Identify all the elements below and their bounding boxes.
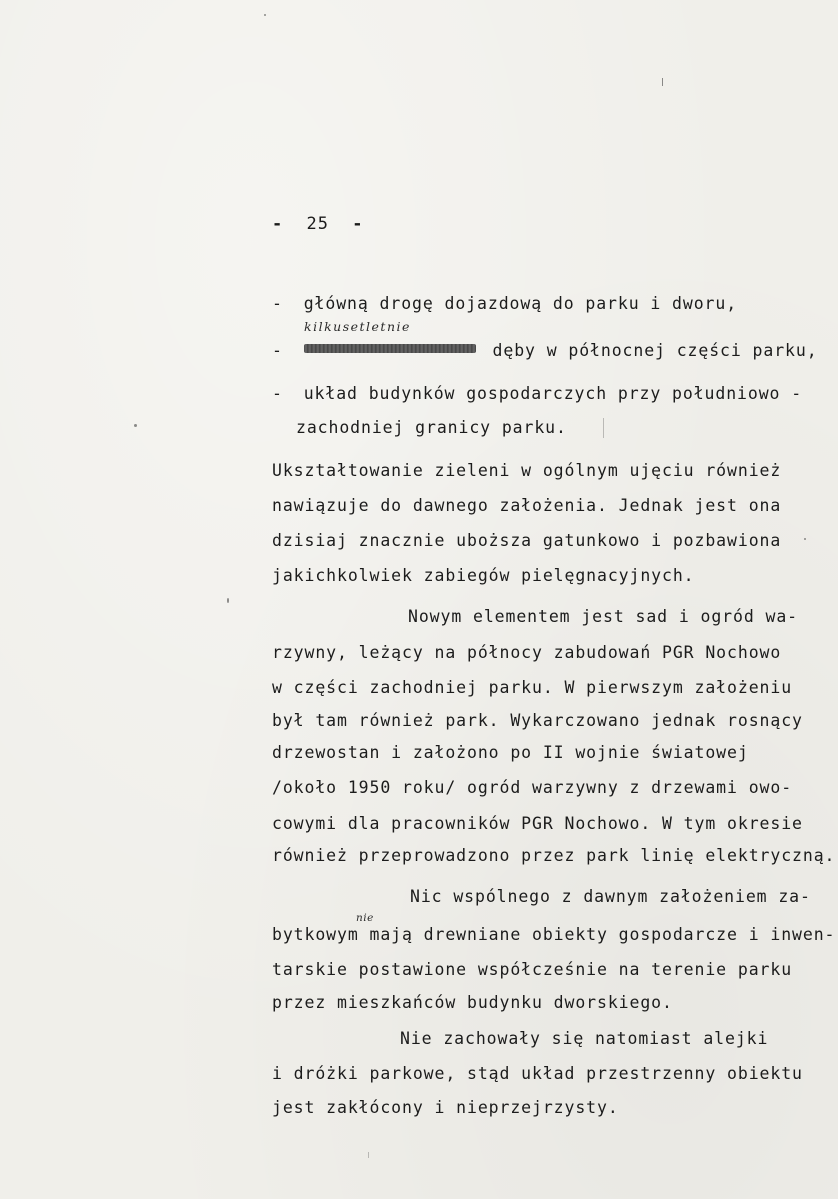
text-line: jakichkolwiek zabiegów pielęgnacyjnych. [272,566,695,585]
paper-speck [264,14,266,16]
handwritten-annotation: kilkusetletnie [304,319,411,334]
text-line: cowymi dla pracowników PGR Nochowo. W tym okresie [272,814,803,833]
text-line: był tam również park. Wykarczowano jednak rosnący [272,711,803,730]
bullet-text: zachodniej granicy parku. [296,418,567,437]
paper-scratch [603,418,604,438]
redacted-word [304,344,476,353]
bullet-marker: - [272,341,283,360]
text-line: rzywny, leżący na północy zabudowań PGR Nochowo [272,643,782,662]
page-number-left-dash: - [272,214,284,234]
bullet-item [296,418,567,438]
bullet-marker: - [272,384,283,403]
text-line: /około 1950 roku/ ogród warzywny z drzewami owo- [272,778,793,797]
text-line: również przeprowadzono przez park linię elektryczną. [272,846,836,865]
text-line: Ukształtowanie zieleni w ogólnym ujęciu również [272,461,782,480]
handwritten-annotation: nie [356,912,374,924]
paper-scratch [368,1152,369,1158]
bullet-text: układ budynków gospodarczych przy południowo - [303,384,803,403]
text-line: dzisiaj znacznie uboższa gatunkowo i pozbawiona [272,531,782,550]
text-line: w części zachodniej parku. W pierwszym założeniu [272,678,793,697]
text-line: jest zakłócony i nieprzejrzysty. [272,1098,619,1117]
page-number [272,214,363,234]
text-line: Nie zachowały się natomiast alejki [400,1029,769,1048]
bullet-item [272,294,737,314]
paper-speck [134,424,137,427]
text-line: nawiązuje do dawnego założenia. Jednak jest ona [272,496,782,515]
text-line: Nowym elementem jest sad i ogród wa- [408,607,799,626]
text-line: i dróżki parkowe, stąd układ przestrzenny obiektu [272,1064,803,1083]
paper-speck [662,78,663,86]
text-line: przez mieszkańców budynku dworskiego. [272,993,673,1012]
text-line: drzewostan i założono po II wojnie światowej [272,743,749,762]
bullet-text: główną drogę dojazdową do parku i dworu, [303,294,738,313]
page-number-right-dash: - [352,214,364,234]
bullet-item [272,341,818,361]
bullet-item [272,384,802,404]
bullet-marker: - [272,294,283,313]
page-number-value: 25 [306,214,329,234]
paper-speck [227,598,229,603]
text-line: bytkowym mają drewniane obiekty gospodarcze i inwen- [272,925,836,944]
paper-speck [804,538,806,540]
text-line: Nic wspólnego z dawnym założeniem za- [410,887,811,906]
text-line: tarskie postawione współcześnie na terenie parku [272,960,793,979]
bullet-text: dęby w północnej części parku, [492,341,818,360]
